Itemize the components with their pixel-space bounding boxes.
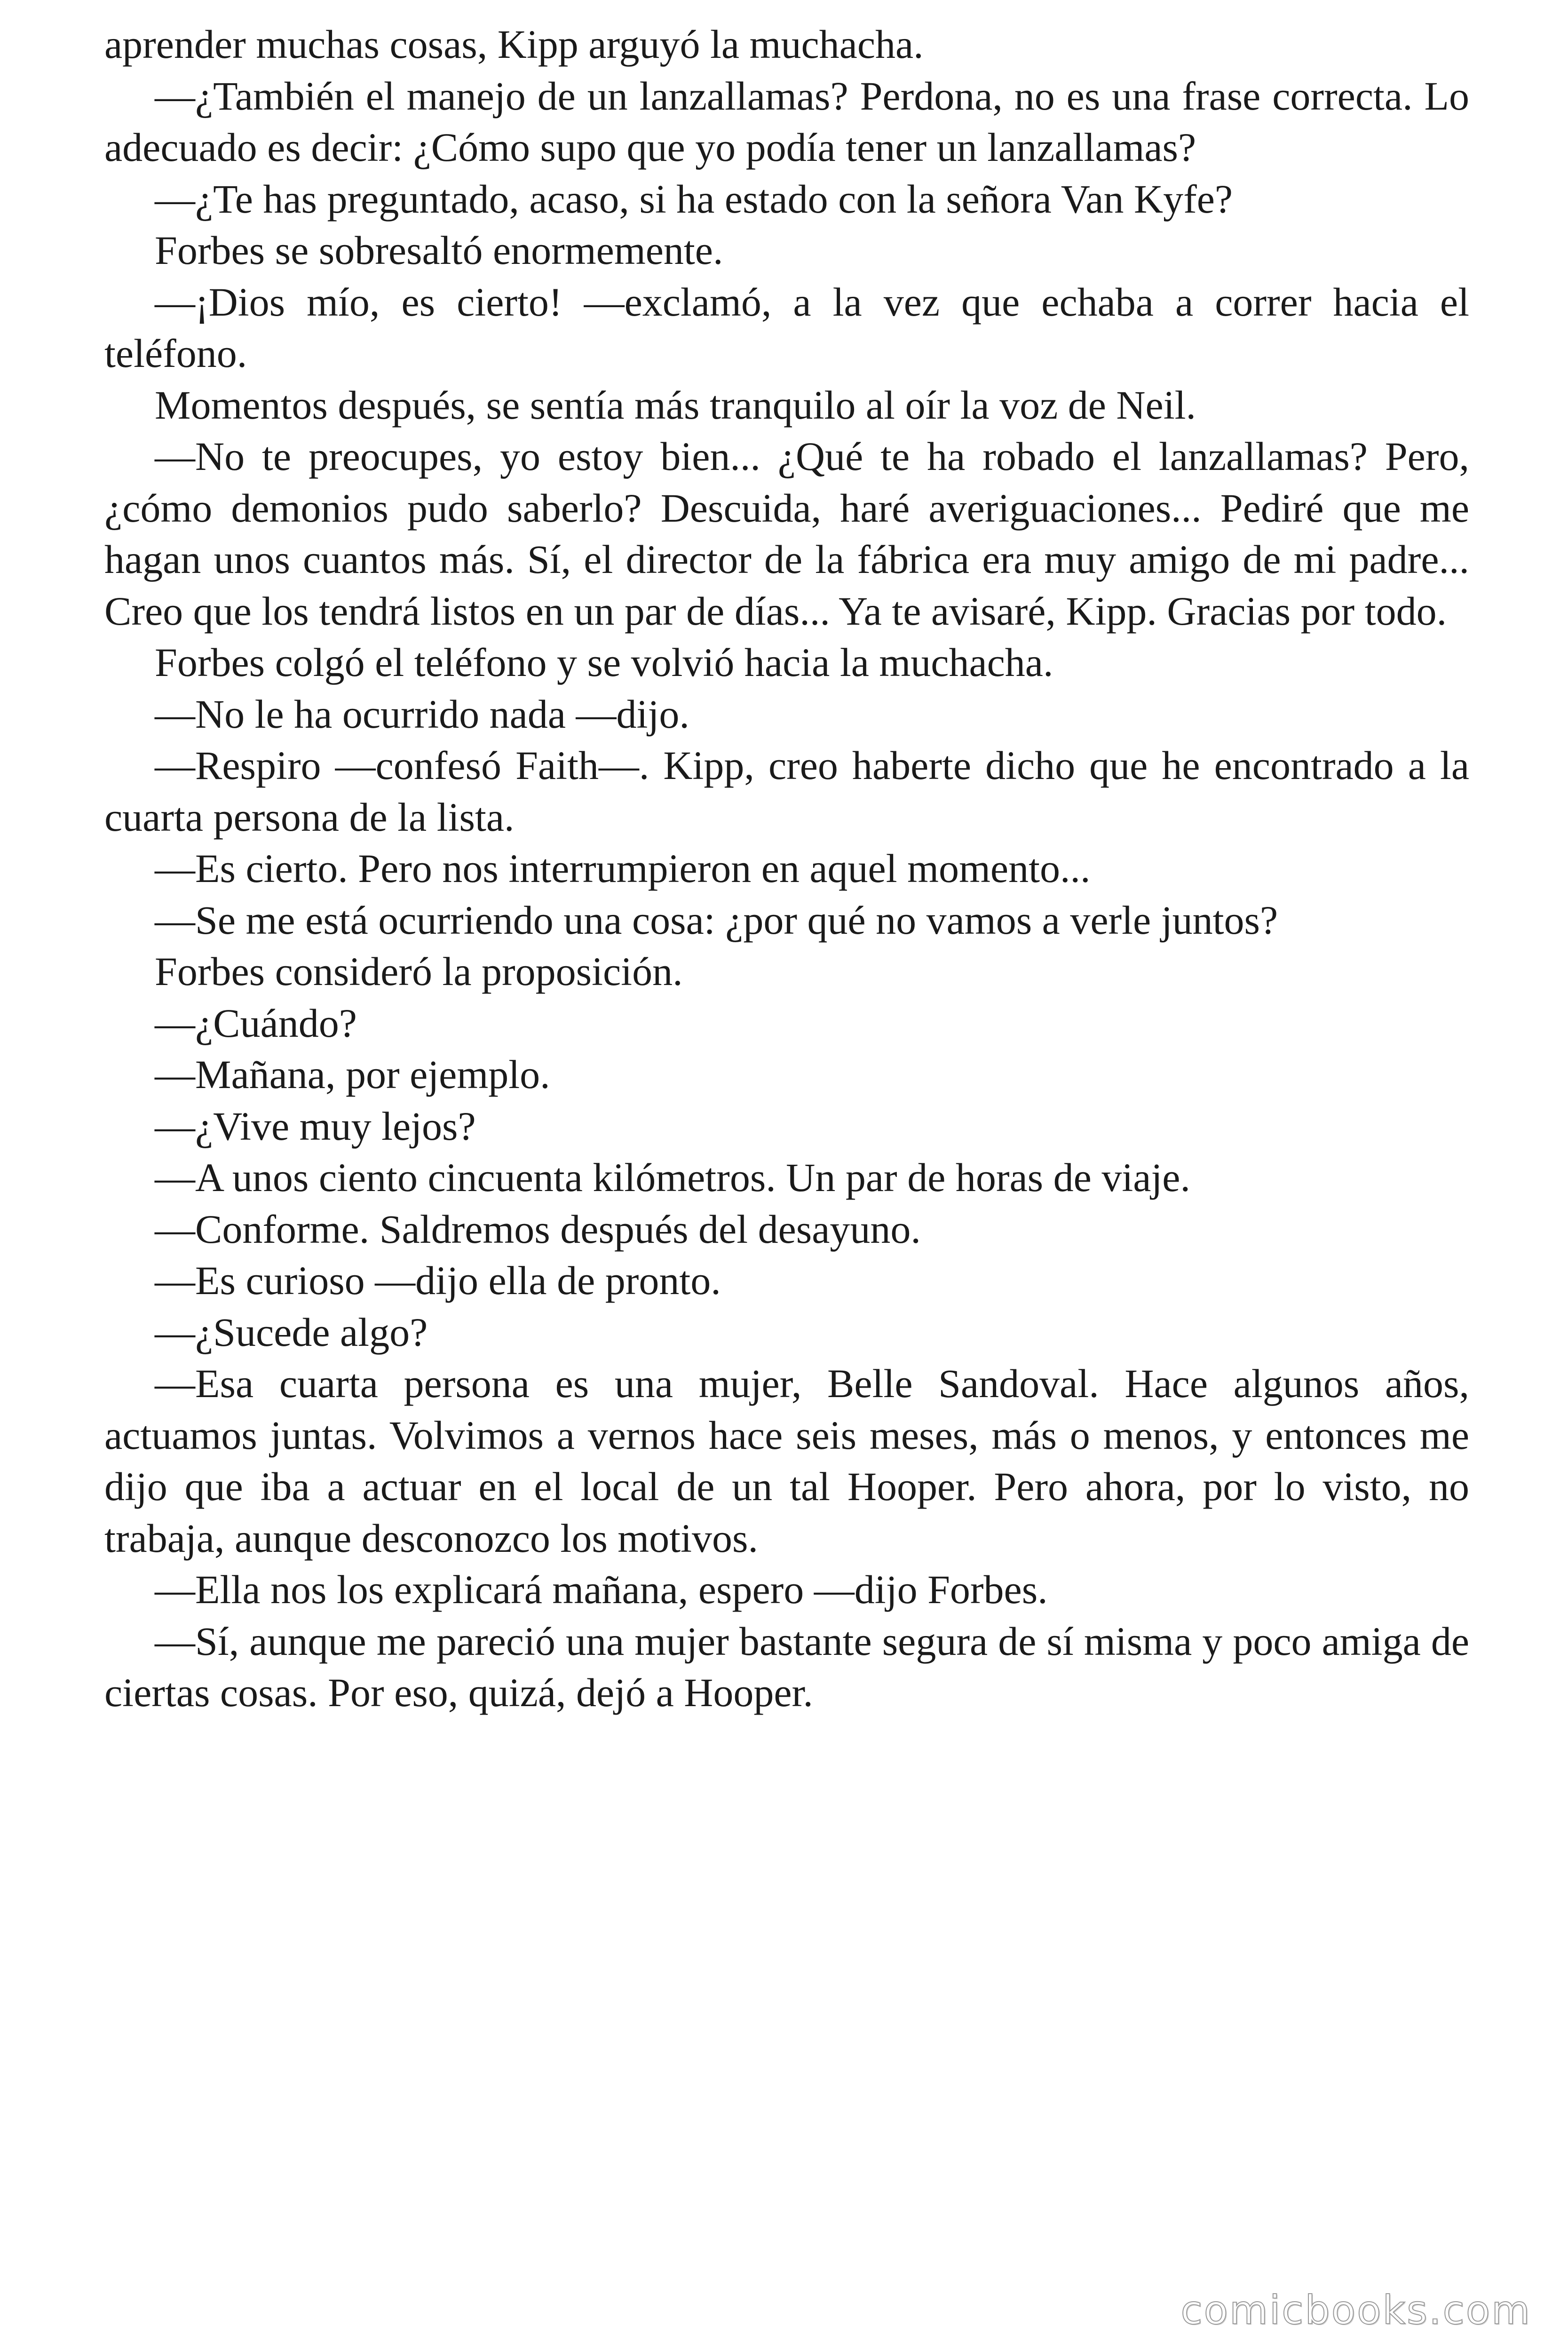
paragraph: —Se me está ocurriendo una cosa: ¿por qué no vamos a verle juntos? xyxy=(155,897,1278,943)
paragraph-continuation: aprender muchas cosas, Kipp arguyó la muchacha. xyxy=(104,22,924,67)
paragraph: —Es curioso —dijo ella de pronto. xyxy=(155,1258,721,1303)
paragraph: —¿Vive muy lejos? xyxy=(155,1103,476,1149)
paragraph: —Respiro —confesó Faith—. Kipp, creo haberte dicho que he encontrado a la cuarta persona de la lista. xyxy=(104,743,1469,840)
paragraph: —Es cierto. Pero nos interrumpieron en aquel momento... xyxy=(155,846,1091,891)
paragraph: Forbes se sobresaltó enormemente. xyxy=(155,228,723,273)
body-text xyxy=(104,19,1469,1719)
paragraph: —¿Cuándo? xyxy=(155,1000,357,1046)
paragraph: —¿Te has preguntado, acaso, si ha estado con la señora Van Kyfe? xyxy=(155,176,1233,222)
paragraph: —A unos ciento cincuenta kilómetros. Un par de horas de viaje. xyxy=(155,1155,1190,1200)
paragraph: —¡Dios mío, es cierto! —exclamó, a la vez que echaba a correr hacia el teléfono. xyxy=(104,279,1469,376)
paragraph: Forbes consideró la proposición. xyxy=(155,949,683,994)
paragraph: —Conforme. Saldremos después del desayuno. xyxy=(155,1206,921,1252)
paragraph: —¿También el manejo de un lanzallamas? Perdona, no es una frase correcta. Lo adecuado es decir: ¿Cómo supo que yo podía tener un lanzallamas? xyxy=(104,73,1469,170)
paragraph: —Mañana, por ejemplo. xyxy=(155,1052,550,1097)
paragraph: Momentos después, se sentía más tranquilo al oír la voz de Neil. xyxy=(155,382,1196,428)
watermark-text: comicbooks.com xyxy=(1180,2287,1531,2333)
paragraph: —¿Sucede algo? xyxy=(155,1309,428,1355)
paragraph: —Ella nos los explicará mañana, espero —dijo Forbes. xyxy=(155,1567,1048,1612)
paragraph: —No te preocupes, yo estoy bien... ¿Qué te ha robado el lanzallamas? Pero, ¿cómo demonios pudo saberlo? Descuida, haré averiguaciones... Pediré que me hagan unos cuantos más. Sí, el director de la fábrica era muy amigo de mi padre... Creo que los tendrá listos en un par de días... Ya te avisaré, Kipp. Gracias por todo. xyxy=(104,434,1469,634)
paragraph: Forbes colgó el teléfono y se volvió hacia la muchacha. xyxy=(155,640,1053,685)
paragraph: —Esa cuarta persona es una mujer, Belle Sandoval. Hace algunos años, actuamos juntas. Volvimos a vernos hace seis meses, más o menos, y entonces me dijo que iba a actuar en el local de un tal Hooper. Pero ahora, por lo visto, no trabaja, aunque desconozco los motivos. xyxy=(104,1361,1469,1561)
paragraph: —Sí, aunque me pareció una mujer bastante segura de sí misma y poco amiga de ciertas cosas. Por eso, quizá, dejó a Hooper. xyxy=(104,1618,1469,1715)
paragraph: —No le ha ocurrido nada —dijo. xyxy=(155,691,689,737)
